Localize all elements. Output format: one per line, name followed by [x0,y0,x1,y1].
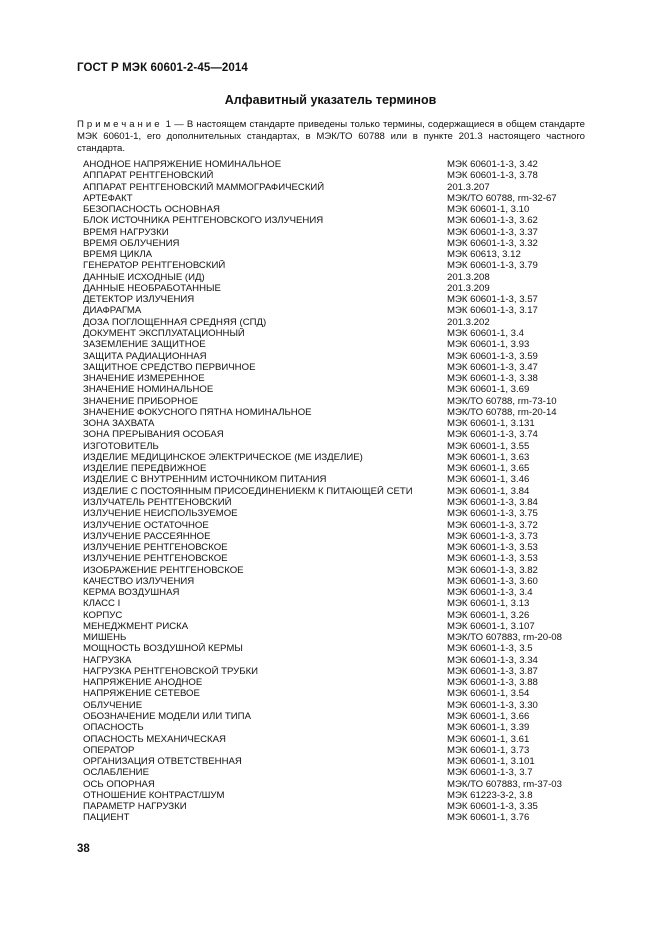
term-name: МЕНЕДЖМЕНТ РИСКА [83,620,189,632]
term-row [83,362,593,373]
term-row [83,317,593,328]
term-reference: МЭК 60601-1-3, 3.53 [447,542,538,554]
term-reference: МЭК 60601-1, 3.101 [447,756,535,768]
term-row [83,429,593,440]
term-reference: МЭК 60601-1, 3.61 [447,733,530,745]
term-name: БЕЗОПАСНОСТЬ ОСНОВНАЯ [83,204,220,216]
term-name: ВРЕМЯ ОБЛУЧЕНИЯ [83,237,180,249]
term-row [83,441,593,452]
term-reference: МЭК 60601-1, 3.10 [447,204,530,216]
term-name: НАПРЯЖЕНИЕ СЕТЕВОЕ [83,688,200,700]
term-reference: МЭК 60601-1, 3.73 [447,744,530,756]
term-row [83,767,593,778]
term-row [83,497,593,508]
term-reference: МЭК 60601-1-3, 3.7 [447,767,533,779]
term-reference: МЭК 60601-1-3, 3.32 [447,237,538,249]
term-row [83,193,593,204]
term-reference: 201.3.202 [447,316,490,328]
term-name: ИЗЛУЧЕНИЕ РЕНТГЕНОВСКОЕ [83,553,228,565]
term-name: ДОКУМЕНТ ЭКСПЛУАТАЦИОННЫЙ [83,327,245,339]
term-row [83,801,593,812]
term-row [83,328,593,339]
term-name: АППАРАТ РЕНТГЕНОВСКИЙ [83,170,214,182]
term-row [83,565,593,576]
term-reference: МЭК 60601-1-3, 3.47 [447,361,538,373]
term-reference: МЭК 61223-3-2, 3.8 [447,789,533,801]
term-row [83,373,593,384]
term-reference: МЭК/ТО 60788, rm-20-14 [447,406,557,418]
term-reference: МЭК 60601-1, 3.69 [447,384,530,396]
term-row [83,643,593,654]
term-name: МИШЕНЬ [83,632,127,644]
term-name: ОБЛУЧЕНИЕ [83,699,143,711]
term-row [83,418,593,429]
term-name: ПАРАМЕТР НАГРУЗКИ [83,801,187,813]
term-row [83,711,593,722]
term-reference: МЭК 60601-1-3, 3.42 [447,159,538,170]
term-row [83,756,593,767]
term-name: КЛАСС I [83,598,121,610]
term-name: ЗОНА ЗАХВАТА [83,418,155,430]
term-row [83,249,593,260]
term-row [83,531,593,542]
term-reference: МЭК 60601-1-3, 3.87 [447,665,538,677]
term-name: ОРГАНИЗАЦИЯ ОТВЕТСТВЕННАЯ [83,756,242,768]
term-row [83,486,593,497]
term-row [83,452,593,463]
term-reference: МЭК 60601-1, 3.4 [447,327,525,339]
term-name: ОСЛАБЛЕНИЕ [83,767,149,779]
term-name: АРТЕФАКТ [83,192,133,204]
term-row [83,159,593,170]
term-reference: МЭК 60601-1, 3.76 [447,812,530,824]
term-row [83,182,593,193]
term-name: АНОДНОЕ НАПРЯЖЕНИЕ НОМИНАЛЬНОЕ [83,159,282,170]
term-row [83,666,593,677]
term-name: ГЕНЕРАТОР РЕНТГЕНОВСКИЙ [83,260,226,272]
term-reference: МЭК 60601-1, 3.54 [447,688,530,700]
term-reference: МЭК 60601-1-3, 3.35 [447,801,538,813]
term-name: ЗОНА ПРЕРЫВАНИЯ ОСОБАЯ [83,429,224,441]
term-name: ОПЕРАТОР [83,744,135,756]
term-reference: МЭК 60601-1, 3.13 [447,598,530,610]
term-row [83,463,593,474]
term-name: ЗНАЧЕНИЕ НОМИНАЛЬНОЕ [83,384,214,396]
term-reference: МЭК 60601-1, 3.65 [447,463,530,475]
term-name: ИЗДЕЛИЕ С ВНУТРЕННИМ ИСТОЧНИКОМ ПИТАНИЯ [83,474,327,486]
term-name: ОСЬ ОПОРНАЯ [83,778,155,790]
term-row [83,204,593,215]
note-label: Примечание [77,119,163,130]
term-name: ИЗДЕЛИЕ МЕДИЦИНСКОЕ ЭЛЕКТРИЧЕСКОЕ (МЕ ИЗДЕЛИЕ) [83,451,363,463]
term-reference: МЭК 60601-1, 3.26 [447,609,530,621]
term-name: ОБОЗНАЧЕНИЕ МОДЕЛИ ИЛИ ТИПА [83,711,251,723]
term-name: ОПАСНОСТЬ [83,722,144,734]
term-row [83,542,593,553]
term-reference: МЭК 60601-1-3, 3.53 [447,553,538,565]
term-reference: МЭК 60601-1, 3.55 [447,440,530,452]
term-row [83,238,593,249]
term-reference: МЭК 60601-1-3, 3.79 [447,260,538,272]
term-row [83,339,593,350]
term-name: ОПАСНОСТЬ МЕХАНИЧЕСКАЯ [83,733,226,745]
term-reference: МЭК/ТО 607883, rm-20-08 [447,632,562,644]
term-row [83,396,593,407]
term-reference: МЭК 60601-1, 3.66 [447,711,530,723]
term-reference: МЭК 60601-1-3, 3.84 [447,496,538,508]
term-name: НАГРУЗКА [83,654,132,666]
terms-index-list [83,159,593,824]
term-reference: МЭК 60601-1-3, 3.60 [447,575,538,587]
term-reference: МЭК 60601-1-3, 3.4 [447,587,533,599]
note-paragraph [77,119,585,156]
term-name: ВРЕМЯ ЦИКЛА [83,249,153,261]
term-name: ИЗДЕЛИЕ ПЕРЕДВИЖНОЕ [83,463,207,475]
term-name: ЗНАЧЕНИЕ ПРИБОРНОЕ [83,395,199,407]
term-name: МОЩНОСТЬ ВОЗДУШНОЙ КЕРМЫ [83,643,243,655]
term-reference: МЭК 60601-1-3, 3.5 [447,643,533,655]
term-row [83,598,593,609]
term-row [83,305,593,316]
term-name: ОТНОШЕНИЕ КОНТРАСТ/ШУМ [83,789,225,801]
term-row [83,553,593,564]
term-name: ЗАЩИТА РАДИАЦИОННАЯ [83,350,207,362]
term-name: НАПРЯЖЕНИЕ АНОДНОЕ [83,677,203,689]
term-reference: МЭК 60601-1, 3.63 [447,451,530,463]
note-text: 1 — В настоящем стандарте приведены только термины, содержащиеся в общем стандарте МЭК 60601-1, его дополнительных стандартах, в МЭК/ТО 60788 или в пункте 201.3 настоящего частного стандарта. [77,119,585,155]
term-row [83,294,593,305]
term-row [83,407,593,418]
term-row [83,688,593,699]
term-row [83,384,593,395]
term-row [83,283,593,294]
term-name: ДАННЫЕ ИСХОДНЫЕ (ИД) [83,271,205,283]
term-reference: МЭК 60601-1-3, 3.74 [447,429,538,441]
term-reference: МЭК/ТО 60788, rm-32-67 [447,192,557,204]
term-row [83,745,593,756]
term-row [83,215,593,226]
term-reference: МЭК 60601-1-3, 3.75 [447,508,538,520]
term-name: ЗНАЧЕНИЕ ФОКУСНОГО ПЯТНА НОМИНАЛЬНОЕ [83,406,312,418]
term-reference: МЭК 60601-1, 3.39 [447,722,530,734]
term-row [83,272,593,283]
term-reference: 201.3.207 [447,181,490,193]
term-name: ИЗЛУЧЕНИЕ РАССЕЯННОЕ [83,530,211,542]
term-row [83,779,593,790]
term-reference: МЭК 60601-1-3, 3.57 [447,294,538,306]
term-row [83,734,593,745]
term-reference: МЭК 60601-1-3, 3.37 [447,226,538,238]
term-name: ИЗЛУЧЕНИЕ ОСТАТОЧНОЕ [83,519,209,531]
term-name: ИЗГОТОВИТЕЛЬ [83,440,159,452]
term-row [83,587,593,598]
term-row [83,351,593,362]
term-name: ДАННЫЕ НЕОБРАБОТАННЫЕ [83,282,221,294]
term-reference: МЭК 60601-1-3, 3.59 [447,350,538,362]
term-name: ИЗДЕЛИЕ С ПОСТОЯННЫМ ПРИСОЕДИНЕНИЕКМ К ПИТАЮЩЕЙ СЕТИ [83,485,413,497]
term-reference: МЭК 60601-1-3, 3.62 [447,215,538,227]
term-reference: МЭК 60601-1, 3.84 [447,485,530,497]
term-row [83,812,593,823]
document-code: ГОСТ Р МЭК 60601-2-45—2014 [77,62,248,74]
term-row [83,227,593,238]
term-reference: МЭК 60601-1, 3.107 [447,620,535,632]
term-row [83,621,593,632]
term-reference: МЭК/ТО 607883, rm-37-03 [447,778,562,790]
term-row [83,474,593,485]
term-row [83,632,593,643]
term-name: ЗАЗЕМЛЕНИЕ ЗАЩИТНОЕ [83,339,206,351]
term-name: КАЧЕСТВО ИЗЛУЧЕНИЯ [83,575,195,587]
term-row [83,170,593,181]
term-name: КОРПУС [83,609,123,621]
term-name: БЛОК ИСТОЧНИКА РЕНТГЕНОВСКОГО ИЗЛУЧЕНИЯ [83,215,324,227]
term-name: АППАРАТ РЕНТГЕНОВСКИЙ МАММОГРАФИЧЕСКИЙ [83,181,325,193]
term-reference: МЭК 60601-1-3, 3.78 [447,170,538,182]
term-row [83,790,593,801]
term-name: КЕРМА ВОЗДУШНАЯ [83,587,180,599]
term-name: ЗНАЧЕНИЕ ИЗМЕРЕННОЕ [83,373,205,385]
term-reference: МЭК 60601-1, 3.46 [447,474,530,486]
term-reference: 201.3.208 [447,271,490,283]
term-row [83,576,593,587]
term-row [83,260,593,271]
term-reference: 201.3.209 [447,282,490,294]
term-name: ДИАФРАГМА [83,305,142,317]
term-name: НАГРУЗКА РЕНТГЕНОВСКОЙ ТРУБКИ [83,665,259,677]
term-row [83,655,593,666]
term-name: ЗАЩИТНОЕ СРЕДСТВО ПЕРВИЧНОЕ [83,361,256,373]
term-reference: МЭК 60601-1-3, 3.72 [447,519,538,531]
term-reference: МЭК 60601-1-3, 3.34 [447,654,538,666]
term-row [83,520,593,531]
term-name: ДОЗА ПОГЛОЩЕННАЯ СРЕДНЯЯ (СПД) [83,316,267,328]
page-title: Алфавитный указатель терминов [224,93,437,107]
term-row [83,508,593,519]
term-name: ИЗЛУЧАТЕЛЬ РЕНТГЕНОВСКИЙ [83,496,232,508]
term-reference: МЭК 60601-1-3, 3.30 [447,699,538,711]
term-reference: МЭК 60601-1, 3.93 [447,339,530,351]
term-row [83,677,593,688]
term-name: ДЕТЕКТОР ИЗЛУЧЕНИЯ [83,294,195,306]
page-number: 38 [77,843,90,855]
term-name: ВРЕМЯ НАГРУЗКИ [83,226,169,238]
term-reference: МЭК 60601-1-3, 3.38 [447,373,538,385]
term-row [83,700,593,711]
term-row [83,722,593,733]
term-reference: МЭК 60601-1-3, 3.88 [447,677,538,689]
term-row [83,610,593,621]
term-reference: МЭК/ТО 60788, rm-73-10 [447,395,557,407]
term-reference: МЭК 60613, 3.12 [447,249,521,261]
term-name: ПАЦИЕНТ [83,812,130,824]
term-name: ИЗЛУЧЕНИЕ НЕИСПОЛЬЗУЕМОЕ [83,508,238,520]
term-name: ИЗЛУЧЕНИЕ РЕНТГЕНОВСКОЕ [83,542,228,554]
term-reference: МЭК 60601-1-3, 3.82 [447,564,538,576]
term-reference: МЭК 60601-1-3, 3.17 [447,305,538,317]
term-name: ИЗОБРАЖЕНИЕ РЕНТГЕНОВСКОЕ [83,564,244,576]
term-reference: МЭК 60601-1-3, 3.73 [447,530,538,542]
term-reference: МЭК 60601-1, 3.131 [447,418,535,430]
